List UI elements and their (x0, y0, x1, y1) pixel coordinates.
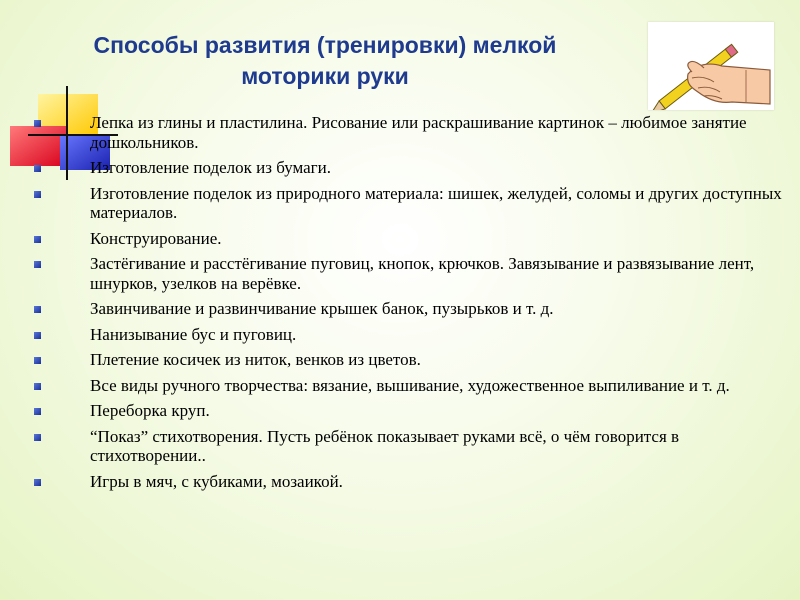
list-item-text: Нанизывание бус и пуговиц. (90, 324, 297, 344)
blue-square-bullet-icon (34, 408, 41, 415)
list-item-text: Завинчивание и развинчивание крышек банок, пузырьков и т. д. (90, 299, 554, 318)
list-item (34, 158, 784, 178)
list-item (34, 376, 784, 396)
hand-pencil-picture (648, 22, 774, 110)
list-item (34, 325, 784, 345)
list-item (34, 254, 784, 293)
blue-square-bullet-icon (34, 236, 41, 243)
title-line-2: моторики руки (241, 63, 409, 89)
methods-list (34, 113, 784, 497)
list-item (34, 113, 784, 152)
blue-square-bullet-icon (34, 165, 41, 172)
list-item-text: Игры в мяч, с кубиками, мозаикой. (90, 471, 343, 491)
hand-holding-pencil-icon (648, 22, 774, 110)
blue-square-bullet-icon (34, 434, 41, 441)
list-item (34, 350, 784, 370)
list-item-text: Застёгивание и расстёгивание пуговиц, кнопок, крючков. Завязывание и развязывание лент, шнурков, узелков на верёвке. (90, 254, 755, 293)
list-item (34, 184, 784, 223)
blue-square-bullet-icon (34, 357, 41, 364)
list-item-text: Изготовление поделок из природного материала: шишек, желудей, соломы и других доступных материалов. (90, 183, 782, 222)
list-item-text: Переборка круп. (90, 401, 210, 420)
list-item-text: Лепка из глины и пластилина. Рисование или раскрашивание картинок – любимое занятие дошкольников. (90, 113, 747, 152)
list-item-text: Конструирование. (90, 228, 222, 248)
list-item (34, 472, 784, 492)
slide-title (0, 30, 650, 92)
blue-square-bullet-icon (34, 191, 41, 198)
list-item (34, 401, 784, 421)
list-item-text: “Показ” стихотворения. Пусть ребёнок показывает руками всё, о чём говорится в стихотворении.. (90, 426, 680, 465)
blue-square-bullet-icon (34, 479, 41, 486)
blue-square-bullet-icon (34, 261, 41, 268)
list-item (34, 299, 784, 319)
blue-square-bullet-icon (34, 332, 41, 339)
list-item-text: Плетение косичек из ниток, венков из цветов. (90, 350, 421, 369)
list-item (34, 427, 784, 466)
title-line-1: Способы развития (тренировки) мелкой (93, 32, 557, 58)
blue-square-bullet-icon (34, 383, 41, 390)
list-item-text: Все виды ручного творчества: вязание, вышивание, художественное выпиливание и т. д. (90, 375, 730, 395)
blue-square-bullet-icon (34, 120, 41, 127)
blue-square-bullet-icon (34, 306, 41, 313)
list-item (34, 229, 784, 249)
list-item-text: Изготовление поделок из бумаги. (90, 158, 331, 177)
